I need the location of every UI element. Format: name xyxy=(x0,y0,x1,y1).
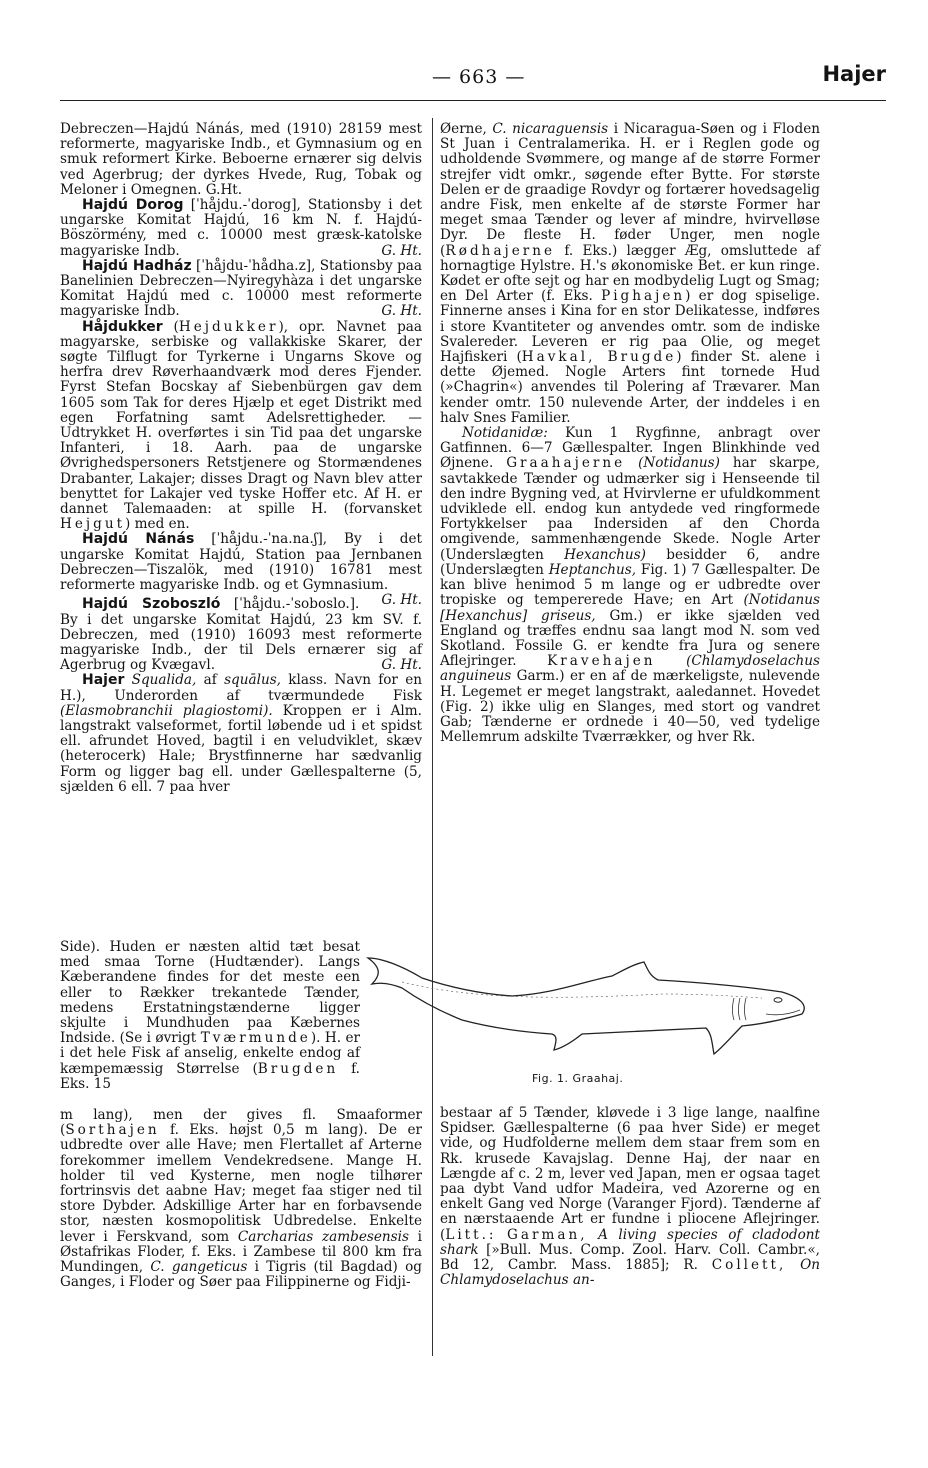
right-column xyxy=(440,122,820,745)
entry-hajer: Hajer Squalida, af squālus, klass. Navn for en H.), Underorden af tværmundede Fisk (Elasmobranchii plagiostomi). Kroppen er i Alm. langstrakt valseformet, fortil løbende ud i et spidst ell. afrundet Hoved, bagtil i en veludviklet, skæv (heterocerk) Hale; Brystfinnerne har sædvanlig Form og ligger bag ell. under Gællespalterne (5, sjælden 6 ell. 7 paa hver xyxy=(60,672,423,795)
headword: Hajdú Nánás xyxy=(82,531,195,548)
right-column-bottom xyxy=(440,1106,820,1288)
paragraph: Debreczen—Hajdú Nánás, med (1910) 28159 mest reformerte, magyariske Indb., et Gymnasium og en smuk reformert Kirke. Beboerne ernærer sig delvis ved Agerbrug; der dyrkes Hvede, Rug, Tobak og Meloner i Omegnen. G.Ht. xyxy=(60,121,422,198)
left-column-narrow xyxy=(60,940,360,1092)
header-rule xyxy=(60,100,886,101)
author-initials: G. Ht. xyxy=(381,303,422,320)
paragraph: Side). Huden er næsten altid tæt besat med smaa Torne (Hudtænder). Langs Kæberandene findes for det meste een eller to Rækker trekantede Tænder, medens Erstatningstænderne ligger skjulte i Mundhuden paa Kæbernes Indside. (Se i øvrigt Tværmunde). H. er i det hele Fisk af anselig, enkelte endog af kæmpemæssig Størrelse (Brugden f. Eks. 15 xyxy=(60,939,360,1092)
headword: Hajdú Hadház xyxy=(82,257,192,274)
headword: Hajdú Szoboszló xyxy=(82,596,221,613)
entry-hajdu-dorog: Hajdú Dorog [ˈhåjdu.-ˈdorog], Stationsby i det ungarske Komitat Hajdú, 16 km N. f. Hajdú-Böszörmény, med c. 10000 mest græsk-katolske magyariske Indb. G. Ht. xyxy=(60,197,423,259)
entry-hajdu-hadhaz: Hajdú Hadház [ˈhåjdu-ˈhådha.z], Stationsby paa Banelinien Debreczen—Nyiregyhàza i det ungarske Komitat Hajdú med c. 10000 mest reformerte magyariske Indb. G. Ht. xyxy=(60,257,422,320)
left-column-bottom xyxy=(60,1108,422,1290)
paragraph-notidanidae: Notidanidæ: Kun 1 Rygfinne, anbragt over Gatfinnen. 6—7 Gællespalter. Ingen Blinkhinde ved Øjnene. Graahajerne (Notidanus) har skarpe, savtakkede Tænder og udmærker sig i Henseende til den indre Bygning ved, at Hvirvlerne er ufuldkomment udviklede ell. endog kun antydede ved ringformede Fortykkelser paa Indersiden af den Chorda omgivende, sammenhængende Skede. Nogle Arter (Underslægten Hexanchus) besidder 6, andre (Underslægten Heptanchus, Fig. 1) 7 Gællespalter. De kan blive henimod 5 m lange og er udbredte over tropiske og tempererede Have; en Art (Notidanus [Hexanchus] griseus, Gm.) er ikke sjælden ved England og træffes endnu saa langt mod N. som ved Skotland. Fossile G. er kendte fra Jura og senere Aflejringer. Kravehajen (Chlamydoselachus anguineus Garm.) er en af de mærkeligste, nulevende H. Legemet er meget langstrakt, aaledannet. Hovedet (Fig. 2) ikke ulig en Slanges, med stort og vandret Gab; Tænderne er ordnede i 40—50, ved tydelige Mellemrum adskilte Tværrækker, og hver Rk. xyxy=(440,425,821,746)
shark-mouth xyxy=(766,1010,800,1015)
entry-hajdukker: Håjdukker (Hejdukker), opr. Navnet paa magyarske, serbiske og vallakkiske Skarer, der søgte Tilflugt for Tyrkerne i Ungarns Skove og herfra drev Røverhaandværk mod deres Fjender. Fyrst Stefan Bocskay af Siebenbürgen gav dem 1605 som Tak for deres Hjælp et eget Distrikt med egen Forfatning samt Adelsrettigheder. — Udtrykket H. overførtes i sin Tid paa det ungarske Infanteri, i 18. Aarh. paa de ungarske Øvrighedspersoners Retstjenere og Stormændenes Drabanter, Lakajer; disses Dragt og Navn blev atter benyttet for Lakajer ved tyske Hoffer etc. Af H. er dannet Talemaaden: at spille H. (forvansket Hejgut) med en. xyxy=(60,318,422,533)
headword: Hajer xyxy=(82,672,125,689)
figure-graahaj xyxy=(362,936,822,1086)
shark-illustration xyxy=(362,936,822,1066)
paragraph: m lang), men der gives fl. Smaaformer (Sorthajen f. Eks. højst 0,5 m lang). De er udbredte over alle Have; men Flertallet af Arterne forekommer imellem Vendekredsene. Mange H. holder til ved Kysterne, men nogle tilhører fortrinsvis det aabne Hav; meget faa stiger ned til store Dybder. Adskillige Arter har en forbavsende stor, næsten kosmopolitisk Udbredelse. Enkelte lever i Ferskvand, som Carcharias zambesensis i Østafrikas Floder, f. Eks. i Zambese til 800 km fra Mundingen, C. gangeticus i Tigris (til Bagdad) og Ganges, i Floder og Søer paa Filippinerne og Fidji- xyxy=(60,1107,423,1291)
page-number: — 663 — xyxy=(432,66,526,88)
paragraph: Øerne, C. nicaraguensis i Nicaragua-Søen og i Floden St Juan i Centralamerika. H. er i Reglen gode og udholdende Svømmere, og mange af de større Former strejfer vidt omkr., søgende efter Bytte. For største Delen er de graadige Rovdyr og fortærer hovedsagelig andre Fisk, men enkelte af de største Former har meget smaa Tænder og lever af mindre, hvirvelløse Dyr. De fleste H. føder Unger, men nogle (Rødhajerne f. Eks.) lægger Æg, omsluttede af hornagtige Hylstre. H.'s økonomiske Bet. er kun ringe. Kødet er ofte sejt og har en modbydelig Lugt og Smag; en Del Arter (f. Eks. Pighajen) er dog spiselige. Finnerne anses i Kina for en stor Delikatesse, indføres i store Kvantiteter og anvendes omtr. som de indiske Svalereder. Leveren er rig paa Olie, og meget Hajfiskeri (Havkal, Brugde) finder St. alene i dette Øjemed. Nogle Arters fint tornede Hud (»Chagrin«) anvendes til Polering af Trævarer. Man kender omtr. 150 nulevende Arter, der inddeles i en halv Snes Familier. xyxy=(440,121,820,426)
shark-gill-slits xyxy=(733,998,747,1020)
author-initials: G. Ht. xyxy=(381,592,422,609)
left-column xyxy=(60,122,422,795)
shark-eye xyxy=(774,998,782,1002)
author-initials: G. Ht. xyxy=(381,242,422,259)
running-head: Hajer xyxy=(822,62,886,86)
entry-hajdu-nanas: Hajdú Nánás [ˈhåjdu.-ˈna.na.ʃ], By i det ungarske Komitat Hajdú, Station paa Jernbanen Debreczen—Tiszalök, med (1910) 16781 mest reformerte magyariske Indb. og et Gymnasium. G. Ht. xyxy=(60,531,422,609)
paragraph: bestaar af 5 Tænder, kløvede i 3 lige lange, naalfine Spidser. Gællespalterne (6 paa hver Side) er meget vide, og Hudfolderne mellem dem staar frem som en Rk. krusede Kavajslag. Denne Haj, der naar en Længde af c. 2 m, lever ved Japan, men er ogsaa taget paa dybt Vand udfor Madeira, ved Azorerne og en enkelt Gang ved Norge (Varanger Fjord). Tænderne af en nærstaaende Art er fundne i pliocene Aflejringer. (Litt.: Garman, A living species of cladodont shark [»Bull. Mus. Comp. Zool. Harv. Coll. Cambr.«, Bd 12, Cambr. Mass. 1885]; R. Collett, On Chlamydoselachus an- xyxy=(440,1105,820,1289)
column-divider xyxy=(432,118,433,1356)
shark-lateral-line xyxy=(402,982,762,998)
page-header xyxy=(60,62,890,96)
headword: Hajdú Dorog xyxy=(82,197,184,214)
author-initials: G. Ht. xyxy=(381,657,422,674)
figure-caption: Fig. 1. Graahaj. xyxy=(532,1072,624,1085)
entry-hajdu-szoboszlo: Hajdú Szoboszló [ˈhåjdu.-ˈsoboslo.]. By i det ungarske Komitat Hajdú, 23 km SV. f. Debreczen, med (1910) 16093 mest reformerte magyariske Indb., der til Dels ernærer sig af Agerbrug og Kvægavl. G. Ht. xyxy=(60,596,422,674)
headword: Håjdukker xyxy=(82,318,163,335)
